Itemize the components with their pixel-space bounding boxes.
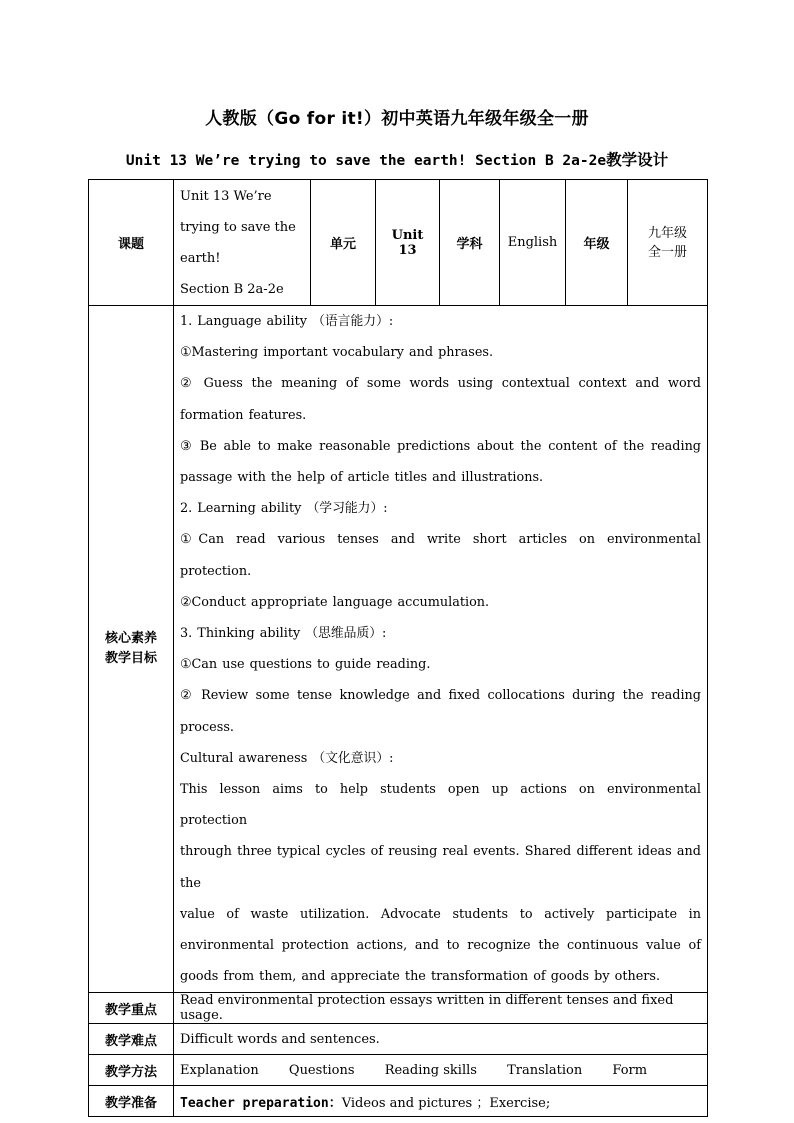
- subject-value: English: [500, 180, 566, 306]
- difficulties-value: Difficult words and sentences.: [174, 1024, 708, 1055]
- goal-item: ② Review some tense knowledge and fixed collocations during the reading: [180, 688, 701, 704]
- method-item: Questions: [288, 1062, 355, 1078]
- difficulties-label: 教学难点: [89, 1024, 174, 1055]
- preparation-label: 教学准备: [89, 1086, 174, 1117]
- grade-label: 年级: [566, 180, 628, 306]
- goal-heading: 3. Thinking ability （思维品质）:: [180, 626, 387, 642]
- lesson-plan-table: [88, 179, 708, 1117]
- grade-line: 全一册: [647, 244, 687, 260]
- goal-item: value of waste utilization. Advocate students to actively participate in: [180, 906, 701, 922]
- unit-label: 单元: [311, 180, 376, 306]
- topic-line: trying to save the: [180, 219, 296, 235]
- goal-item: ③ Be able to make reasonable predictions about the content of the reading: [180, 438, 701, 454]
- goals-label-line: 教学目标: [104, 651, 157, 667]
- methods-value: [174, 1055, 708, 1086]
- topic-label: 课题: [89, 180, 174, 306]
- goals-row: [89, 306, 708, 993]
- unit-value: Unit 13: [376, 180, 440, 306]
- goals-label: [89, 306, 174, 993]
- goal-item: ②Conduct appropriate language accumulation.: [180, 594, 490, 610]
- grade-line: 九年级: [647, 225, 687, 241]
- goal-item: process.: [180, 719, 234, 735]
- preparation-row: [89, 1086, 708, 1117]
- method-item: Explanation: [180, 1062, 259, 1078]
- goal-item: ② Guess the meaning of some words using contextual context and word: [180, 376, 701, 392]
- goal-heading: 2. Learning ability （学习能力）:: [180, 501, 388, 517]
- key-points-row: [89, 993, 708, 1024]
- subtitle-english: Unit 13 We’re trying to save the earth! Section B 2a-2e: [125, 153, 607, 169]
- goal-heading: 1. Language ability （语言能力）:: [180, 314, 394, 329]
- methods-row: [89, 1055, 708, 1086]
- goals-label-line: 核心素养: [104, 631, 157, 647]
- goal-item: passage with the help of article titles and illustrations.: [180, 470, 544, 486]
- page-subtitle: [0, 148, 794, 170]
- goal-item: ①Can read various tenses and write short articles on environmental protection.: [180, 532, 701, 579]
- topic-line: Unit 13 We’re: [180, 188, 272, 204]
- goal-item: goods from them, and appreciate the transformation of goods by others.: [180, 969, 661, 985]
- method-item: Translation: [507, 1062, 583, 1078]
- goal-heading: Cultural awareness （文化意识）:: [180, 750, 394, 766]
- goal-item: ①Mastering important vocabulary and phrases.: [180, 345, 494, 361]
- method-item: Form: [612, 1062, 648, 1078]
- key-points-label: 教学重点: [89, 993, 174, 1024]
- goal-item: formation features.: [180, 407, 307, 423]
- goal-item: ①Can use questions to guide reading.: [180, 657, 431, 673]
- methods-label: 教学方法: [89, 1055, 174, 1086]
- goals-content: [174, 306, 708, 993]
- preparation-text: Videos and pictures ；Exercise;: [341, 1095, 551, 1111]
- difficulties-row: [89, 1024, 708, 1055]
- preparation-prefix: Teacher preparation：: [180, 1095, 342, 1111]
- subtitle-chinese: 教学设计: [606, 151, 669, 169]
- header-row: [89, 180, 708, 306]
- goal-item: This lesson aims to help students open up actions on environmental protection: [180, 782, 701, 829]
- topic-line: Section B 2a-2e: [180, 281, 284, 297]
- grade-value: [628, 180, 708, 306]
- page-title: 人教版（Go for it!）初中英语九年级年级全一册: [205, 109, 589, 129]
- subject-label: 学科: [440, 180, 500, 306]
- goal-item: through three typical cycles of reusing real events. Shared different ideas and the: [180, 844, 701, 891]
- topic-line: earth!: [180, 250, 221, 266]
- preparation-value: [174, 1086, 708, 1117]
- topic-value: [174, 180, 311, 306]
- method-item: Reading skills: [384, 1062, 477, 1078]
- key-points-value: Read environmental protection essays written in different tenses and fixed usage.: [174, 993, 708, 1024]
- goal-item: environmental protection actions, and to recognize the continuous value of: [180, 938, 701, 954]
